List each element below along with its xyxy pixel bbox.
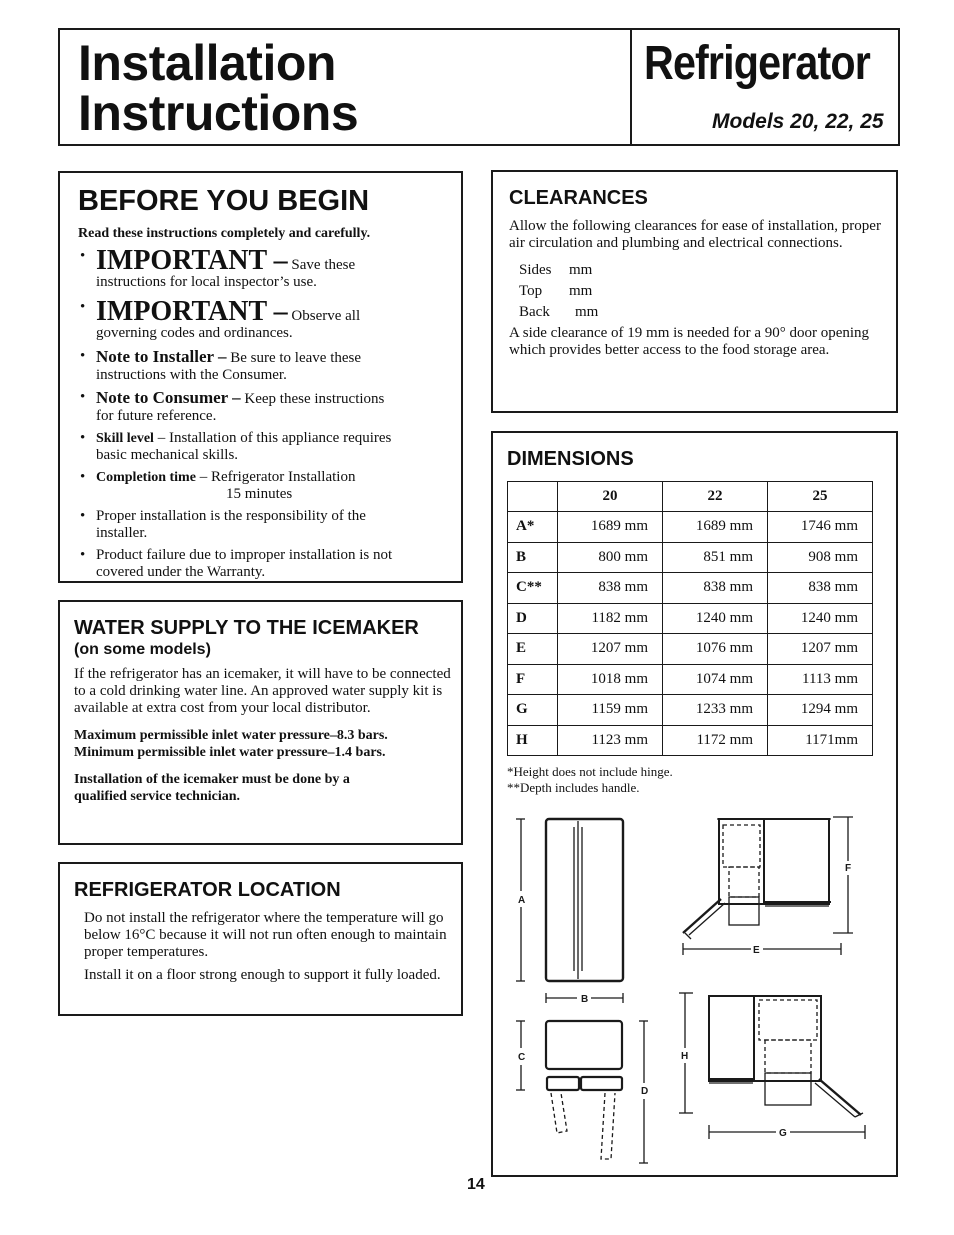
dimensions-section: [491, 431, 898, 1177]
item-text: Keep these instructions: [244, 391, 385, 407]
diagram-label-c: C: [518, 1052, 526, 1063]
note-label: Note to Consumer –: [96, 388, 241, 407]
item-text: covered under the Warranty.: [96, 564, 266, 580]
table-cell: 1746 mm: [768, 512, 873, 543]
location-paragraph-2: Install it on a floor strong enough to support it fully loaded.: [84, 967, 441, 983]
clearance-label: Top: [519, 283, 543, 299]
row-label: C**: [508, 573, 558, 604]
table-cell: 908 mm: [768, 542, 873, 573]
page-number: 14: [467, 1176, 485, 1193]
table-cell: 1233 mm: [663, 695, 768, 726]
clearance-label: Sides: [519, 262, 552, 278]
diagram-label-a: A: [518, 895, 526, 906]
clearances-section: [491, 170, 898, 413]
diagram-label-h: H: [681, 1051, 689, 1062]
list-item: • Completion time – Refrigerator Installation 15 minutes: [80, 469, 356, 502]
footnote-depth: **Depth includes handle.: [507, 780, 640, 795]
intro-text: Read these instructions completely and carefully.: [78, 226, 371, 241]
table-row: [508, 695, 873, 726]
table-row: [508, 664, 873, 695]
technician-text: Installation of the icemaker must be done by a qualified service technician.: [74, 772, 350, 804]
note-label: Note to Installer –: [96, 347, 227, 366]
section-heading: CLEARANCES: [509, 187, 648, 209]
column-header: 20: [558, 482, 663, 512]
row-label: B: [508, 542, 558, 573]
table-cell: 1018 mm: [558, 664, 663, 695]
table-cell: 1172 mm: [663, 725, 768, 756]
skill-label: Skill level: [96, 431, 154, 446]
clearance-row-top: [509, 281, 884, 302]
row-label: G: [508, 695, 558, 726]
instruction-list: [78, 245, 449, 581]
table-cell: 1207 mm: [558, 634, 663, 665]
item-text: Product failure due to improper installation is not: [96, 547, 393, 563]
table-cell: 1689 mm: [558, 512, 663, 543]
clearance-label: Back: [519, 304, 550, 320]
table-cell: 1240 mm: [663, 603, 768, 634]
column-header: 25: [768, 482, 873, 512]
table-cell: 1074 mm: [663, 664, 768, 695]
models-label: Models 20, 22, 25: [712, 110, 884, 133]
table-row: [508, 512, 873, 543]
water-paragraph: If the refrigerator has an icemaker, it will have to be connected to a cold drinking water line. An approved water supply kit is available at extra cost from your local distributor.: [74, 666, 451, 716]
table-cell: 800 mm: [558, 542, 663, 573]
title-line-2: Instructions: [78, 85, 359, 141]
footnotes: [507, 764, 884, 796]
item-text: – Installation of this appliance requires: [157, 430, 392, 446]
list-item: • Skill level – Installation of this appliance requires basic mechanical skills.: [80, 430, 392, 463]
list-item: • IMPORTANT – Save these instructions for local inspector’s use.: [80, 245, 356, 290]
list-item: • Product failure due to improper installation is not covered under the Warranty.: [80, 547, 393, 580]
row-label: A*: [508, 512, 558, 543]
dimensions-table: [507, 481, 873, 756]
completion-label: Completion time: [96, 470, 196, 485]
clearances-intro: Allow the following clearances for ease of installation, proper air circulation and plumbing and electrical connections.: [509, 218, 881, 251]
diagram-label-f: F: [845, 863, 852, 874]
item-text: governing codes and ordinances.: [96, 325, 293, 341]
column-header: 22: [663, 482, 768, 512]
top-view-diagram: [516, 1021, 648, 1163]
dimension-diagrams: [493, 803, 898, 1179]
header-box: [58, 28, 900, 146]
item-text: Be sure to leave these: [230, 350, 362, 366]
item-text: Observe all: [291, 308, 361, 324]
table-cell: 1113 mm: [768, 664, 873, 695]
section-heading: WATER SUPPLY TO THE ICEMAKER: [74, 617, 419, 639]
table-cell: 1207 mm: [768, 634, 873, 665]
item-text: 15 minutes: [226, 486, 293, 502]
table-row: [508, 573, 873, 604]
clearance-unit: mm: [569, 262, 593, 278]
diagram-label-g: G: [779, 1128, 787, 1139]
diagram-label-e: E: [753, 945, 760, 956]
item-text: – Refrigerator Installation: [199, 469, 356, 485]
item-text: for future reference.: [96, 408, 217, 424]
clearance-unit: mm: [575, 304, 599, 320]
row-label: D: [508, 603, 558, 634]
important-label: IMPORTANT –: [96, 296, 288, 327]
list-item: • Note to Consumer – Keep these instructions for future reference.: [80, 388, 385, 424]
important-label: IMPORTANT –: [96, 245, 288, 276]
table-cell: 838 mm: [663, 573, 768, 604]
footnote-height: *Height does not include hinge.: [507, 764, 673, 779]
header-divider: [630, 30, 632, 144]
table-cell: 1171mm: [768, 725, 873, 756]
clearance-unit: mm: [569, 283, 593, 299]
table-cell: 851 mm: [663, 542, 768, 573]
item-text: Save these: [291, 257, 356, 273]
item-text: basic mechanical skills.: [96, 447, 239, 463]
table-row: [508, 603, 873, 634]
clearances-note: A side clearance of 19 mm is needed for a 90° door opening which provides better access to the food storage area.: [509, 325, 870, 358]
table-cell: 1123 mm: [558, 725, 663, 756]
clearance-row-sides: [509, 260, 884, 281]
list-item: • Proper installation is the responsibility of the installer.: [80, 508, 366, 541]
section-heading: BEFORE YOU BEGIN: [78, 185, 370, 217]
item-text: Proper installation is the responsibility of the: [96, 508, 366, 524]
door-open-diagram-bottom: [679, 993, 865, 1139]
table-row: [508, 634, 873, 665]
row-label: F: [508, 664, 558, 695]
max-pressure-text: Maximum permissible inlet water pressure–8.3 bars.: [74, 728, 388, 743]
table-cell: 1182 mm: [558, 603, 663, 634]
table-cell: 1240 mm: [768, 603, 873, 634]
list-item: • Note to Installer – Be sure to leave these instructions with the Consumer.: [80, 347, 362, 383]
table-header-row: [508, 482, 873, 512]
water-supply-section: [58, 600, 463, 845]
list-item: • IMPORTANT – Observe all governing codes and ordinances.: [80, 296, 361, 341]
door-open-diagram-top: [683, 817, 853, 955]
table-row: [508, 725, 873, 756]
table-cell: 1076 mm: [663, 634, 768, 665]
item-text: installer.: [96, 525, 148, 541]
table-cell: 838 mm: [558, 573, 663, 604]
product-title: Refrigerator: [644, 37, 870, 90]
row-label: E: [508, 634, 558, 665]
min-pressure-text: Minimum permissible inlet water pressure–1.4 bars.: [74, 745, 386, 760]
table-cell: 1294 mm: [768, 695, 873, 726]
row-label: H: [508, 725, 558, 756]
item-text: instructions for local inspector’s use.: [96, 274, 317, 290]
table-cell: 1689 mm: [663, 512, 768, 543]
section-heading: REFRIGERATOR LOCATION: [74, 879, 341, 901]
section-heading: DIMENSIONS: [507, 448, 634, 470]
diagram-label-d: D: [641, 1086, 649, 1097]
table-corner-cell: [508, 482, 558, 512]
item-text: instructions with the Consumer.: [96, 367, 287, 383]
location-paragraph-1: Do not install the refrigerator where the temperature will go below 16°C because it will not run often enough to maintain proper temperatures.: [84, 910, 447, 960]
table-cell: 1159 mm: [558, 695, 663, 726]
section-subheading: (on some models): [74, 641, 211, 658]
before-you-begin-section: [58, 171, 463, 583]
document-title: [78, 35, 359, 141]
front-view-diagram: [516, 819, 623, 1003]
table-cell: 838 mm: [768, 573, 873, 604]
table-row: [508, 542, 873, 573]
clearances-list: [509, 260, 884, 323]
title-line-1: Installation: [78, 35, 336, 91]
diagram-label-b: B: [581, 994, 589, 1005]
refrigerator-location-section: [58, 862, 463, 1016]
clearance-row-back: [509, 302, 884, 323]
